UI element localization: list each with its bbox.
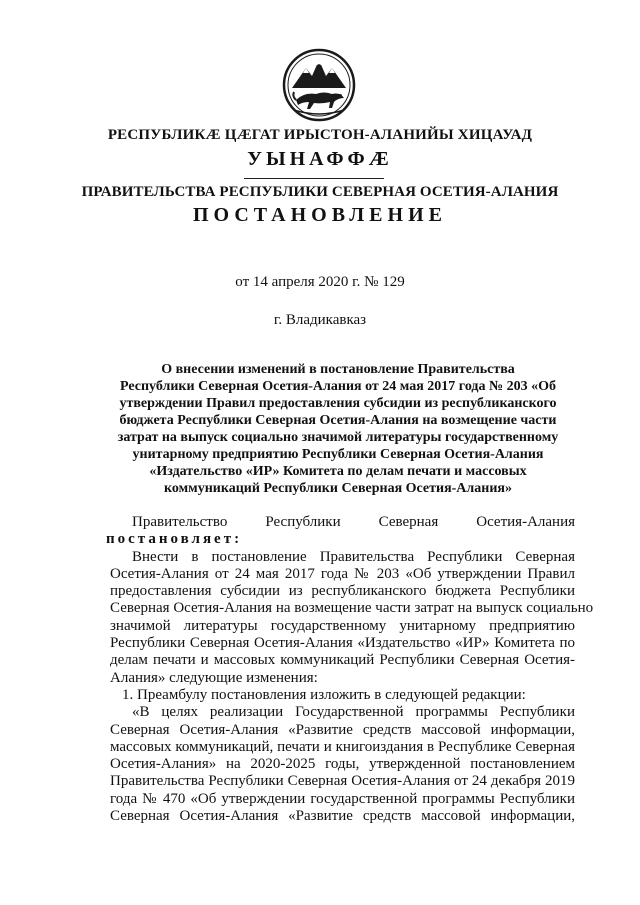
government-name-russian: ПРАВИТЕЛЬСТВА РЕСПУБЛИКИ СЕВЕРНАЯ ОСЕТИЯ-АЛАНИЯ (81, 184, 559, 200)
title-line: затрат на выпуск социально значимой литературы государственному (117, 430, 559, 445)
document-date-number: от 14 апреля 2020 г. № 129 (235, 274, 405, 290)
body-line: «В целях реализации Государственной программы Республики (132, 704, 575, 721)
body-line: Северная Осетия-Алания «Развитие средств массовой информации, (110, 721, 575, 738)
body-line: Осетия-Алания от 24 мая 2017 года № 203 «Об утверждении Правил (110, 565, 575, 582)
title-line: О внесении изменений в постановление Правительства (161, 362, 515, 377)
document-city: г. Владикавказ (273, 312, 367, 328)
body-line: Республики Северная Осетия-Алания «Издательство «ИР» Комитета по (110, 635, 575, 652)
body-line-decree: постановляет: (106, 531, 243, 548)
body-line: Северная Осетия-Алания на возмещение части затрат на выпуск социально (110, 600, 594, 617)
header-divider (244, 178, 384, 179)
title-line: Республики Северная Осетия-Алания от 24 мая 2017 года № 203 «Об (120, 379, 556, 394)
body-line: 1. Преамбулу постановления изложить в следующей редакции: (122, 686, 526, 703)
title-line: коммуникаций Республики Северная Осетия-Алания» (164, 481, 512, 496)
body-line: Алания» следующие изменения: (110, 669, 318, 686)
title-line: «Издательство «ИР» Комитета по делам печати и массовых (149, 464, 527, 479)
title-line: утверждении Правил предоставления субсидии из республиканского (119, 396, 557, 411)
document-title (98, 361, 578, 497)
body-line: Осетия-Алания» на 2020-2025 годы, утвержденной постановлением (110, 756, 575, 773)
body-line: предоставления субсидии из республиканского бюджета Республики (110, 583, 575, 600)
body-line: Правительства Республики Северная Осетия-Алания от 24 декабря 2019 (110, 773, 575, 790)
title-line: бюджета Республики Северная Осетия-Алания на возмещение части (119, 413, 557, 428)
document-type-ossetian: УЫНАФФÆ (247, 148, 393, 170)
body-line: делам печати и массовых коммуникаций Республики Северная Осетия- (110, 652, 575, 669)
republic-name-ossetian: РЕСПУБЛИКÆ ЦÆГАТ ИРЫСТОН-АЛАНИЙЫ ХИЦАУАД (107, 127, 533, 143)
document-type-russian: ПОСТАНОВЛЕНИЕ (193, 204, 447, 226)
body-line: года № 470 «Об утверждении государственной программы Республики (110, 790, 575, 807)
coat-of-arms-icon (282, 48, 356, 122)
document-body (106, 514, 594, 825)
body-line: Северная Осетия-Алания «Развитие средств массовой информации, (110, 808, 575, 825)
body-line: значимой литературы государственному унитарному предприятию (110, 617, 575, 634)
body-line: Правительство Республики Северная Осетия-Алания (132, 514, 575, 530)
body-line: массовых коммуникаций, печати и книгоиздания в Республике Северная (110, 738, 575, 755)
title-line: унитарному предприятию Республики Северная Осетия-Алания (132, 447, 544, 462)
body-line: Внести в постановление Правительства Республики Северная (132, 548, 575, 565)
